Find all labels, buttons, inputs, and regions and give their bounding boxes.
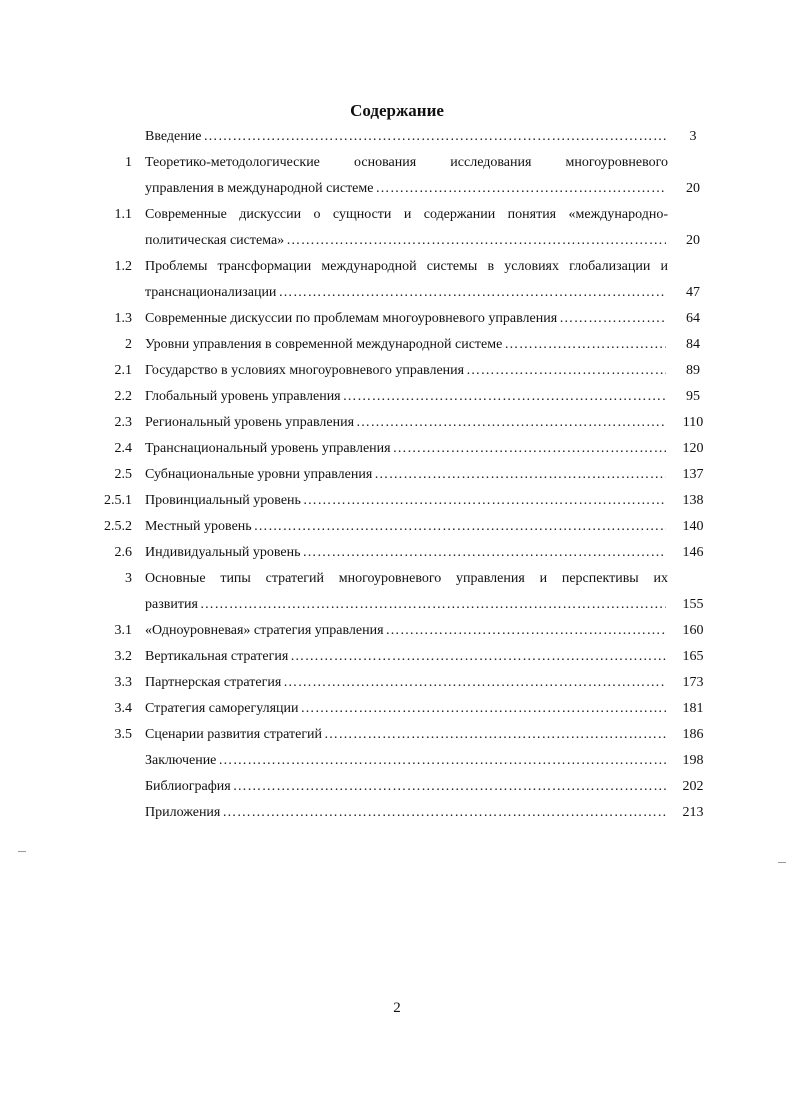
toc-entry[interactable]	[0, 774, 794, 800]
toc-entry[interactable]	[0, 150, 794, 202]
toc-entry-title-text: Партнерская стратегия	[145, 675, 282, 690]
toc-entry-page: 84	[686, 337, 700, 352]
toc-entry-page: 186	[682, 727, 704, 742]
toc-entry-title-line	[145, 384, 668, 410]
dot-leader	[374, 462, 666, 488]
toc-entry-title	[145, 124, 668, 150]
toc-entry-number: 3.1	[114, 623, 132, 638]
dot-leader	[290, 644, 666, 670]
toc-entry-title-text: Введение	[145, 129, 202, 144]
dot-leader	[286, 228, 666, 254]
toc-entry-page: 155	[682, 597, 704, 612]
toc-entry-page: 140	[682, 519, 704, 534]
toc-entry-title-text: Вертикальная стратегия	[145, 649, 289, 664]
toc-entry-title-text: Региональный уровень управления	[145, 415, 355, 430]
toc-entry-number: 2.5.1	[104, 493, 132, 508]
toc-entry-title	[145, 410, 668, 436]
toc-entry-title-text: Стратегия саморегуляции	[145, 701, 299, 716]
toc-entry-title	[145, 618, 668, 644]
toc-entry-title-line	[145, 800, 668, 826]
toc-entry[interactable]	[0, 410, 794, 436]
toc-entry-title-text: Современные дискуссии по проблемам многоуровневого управления	[145, 311, 558, 326]
toc-entry-title-text: транснационализации	[145, 285, 277, 300]
dot-leader	[393, 436, 666, 462]
toc-entry-title	[145, 358, 668, 384]
toc-entry-number: 1	[125, 155, 132, 170]
page-number: 2	[393, 1000, 401, 1016]
toc-entry-page: 120	[682, 441, 704, 456]
dot-leader	[466, 358, 666, 384]
toc-entry-title-line	[145, 670, 668, 696]
toc-entry-title	[145, 202, 668, 254]
toc-entry[interactable]	[0, 436, 794, 462]
toc-entry-number: 2.1	[114, 363, 132, 378]
toc-entry-page: 64	[686, 311, 700, 326]
toc-entry-title	[145, 774, 668, 800]
toc-entry-title	[145, 488, 668, 514]
table-of-contents	[0, 124, 794, 826]
toc-entry-title-text: развития	[145, 597, 198, 612]
toc-entry[interactable]	[0, 540, 794, 566]
toc-entry-number: 1.3	[114, 311, 132, 326]
toc-entry-title-line	[145, 124, 668, 150]
dot-leader	[324, 722, 666, 748]
toc-entry-title-line: Основные типы стратегий многоуровневого управления и перспективы их	[145, 571, 668, 586]
toc-entry-title-line: Проблемы трансформации международной системы в условиях глобализации и	[145, 259, 668, 274]
toc-entry-title-text: Провинциальный уровень	[145, 493, 301, 508]
dot-leader	[301, 696, 666, 722]
toc-entry-title	[145, 306, 668, 332]
dot-leader	[356, 410, 666, 436]
toc-entry-page: 198	[682, 753, 704, 768]
dot-leader	[222, 800, 666, 826]
toc-entry[interactable]	[0, 488, 794, 514]
toc-entry-page: 20	[686, 181, 700, 196]
toc-entry[interactable]	[0, 696, 794, 722]
toc-entry[interactable]	[0, 202, 794, 254]
toc-entry-title	[145, 800, 668, 826]
toc-entry-title-text: Библиография	[145, 779, 231, 794]
toc-entry-page: 110	[682, 415, 704, 430]
toc-entry-title-text: Приложения	[145, 805, 221, 820]
toc-entry-title	[145, 462, 668, 488]
dot-leader	[218, 748, 666, 774]
toc-entry-page: 89	[686, 363, 700, 378]
toc-entry-title-line	[145, 722, 668, 748]
dot-leader	[303, 488, 666, 514]
dot-leader	[200, 592, 666, 618]
toc-entry-title-line	[145, 306, 668, 332]
toc-entry-title	[145, 150, 668, 202]
toc-entry[interactable]	[0, 748, 794, 774]
toc-entry-title-line	[145, 462, 668, 488]
toc-entry-number: 2.3	[114, 415, 132, 430]
toc-entry-page: 160	[682, 623, 704, 638]
toc-entry-title-text: Местный уровень	[145, 519, 252, 534]
dot-leader	[504, 332, 666, 358]
toc-entry[interactable]	[0, 384, 794, 410]
toc-entry-title-text: Сценарии развития стратегий	[145, 727, 323, 742]
toc-entry-number: 2.2	[114, 389, 132, 404]
toc-entry-title-line	[145, 436, 668, 462]
toc-entry-title-line: Теоретико-методологические основания исследования многоуровневого	[145, 155, 668, 170]
toc-entry-title	[145, 670, 668, 696]
toc-entry-title	[145, 748, 668, 774]
toc-entry-number: 1.1	[114, 207, 132, 222]
toc-entry-title	[145, 566, 668, 618]
toc-entry-title-line: Современные дискуссии о сущности и содержании понятия «международно-	[145, 207, 668, 222]
toc-entry-number: 3.4	[114, 701, 132, 716]
toc-entry[interactable]	[0, 514, 794, 540]
toc-entry-title-line	[145, 176, 668, 202]
toc-entry-title-text: Глобальный уровень управления	[145, 389, 341, 404]
toc-entry-title-line	[145, 514, 668, 540]
toc-entry-title-line	[145, 618, 668, 644]
toc-entry-title	[145, 254, 668, 306]
toc-entry-title-line	[145, 332, 668, 358]
toc-entry-title-text: Государство в условиях многоуровневого управления	[145, 363, 465, 378]
toc-entry-title-line	[145, 410, 668, 436]
toc-entry-title	[145, 696, 668, 722]
toc-entry-page: 137	[682, 467, 704, 482]
toc-entry-title	[145, 644, 668, 670]
dot-leader	[343, 384, 666, 410]
toc-entry-title-line	[145, 540, 668, 566]
toc-entry-title-line	[145, 280, 668, 306]
toc-entry[interactable]	[0, 800, 794, 826]
toc-entry-title-text: Субнациональные уровни управления	[145, 467, 373, 482]
toc-entry-title-line	[145, 228, 668, 254]
toc-entry[interactable]	[0, 462, 794, 488]
toc-entry-title-line	[145, 592, 668, 618]
toc-entry[interactable]	[0, 670, 794, 696]
toc-entry[interactable]	[0, 254, 794, 306]
toc-entry-page: 181	[682, 701, 704, 716]
toc-entry-page: 213	[682, 805, 704, 820]
toc-entry-page: 20	[686, 233, 700, 248]
dot-leader	[278, 280, 666, 306]
toc-entry-number: 3.2	[114, 649, 132, 664]
dot-leader	[302, 540, 666, 566]
toc-entry-page: 95	[686, 389, 700, 404]
toc-entry-title-line	[145, 774, 668, 800]
toc-entry-title-line	[145, 358, 668, 384]
dot-leader	[203, 124, 666, 150]
toc-entry[interactable]	[0, 306, 794, 332]
toc-entry-title-text: Заключение	[145, 753, 217, 768]
toc-entry-page: 146	[682, 545, 704, 560]
dot-leader	[386, 618, 666, 644]
toc-entry[interactable]	[0, 618, 794, 644]
toc-entry-title-text: политическая система»	[145, 233, 285, 248]
toc-entry-number: 2	[125, 337, 132, 352]
toc-entry-number: 2.5	[114, 467, 132, 482]
toc-entry-page: 47	[686, 285, 700, 300]
toc-entry[interactable]	[0, 566, 794, 618]
toc-entry[interactable]	[0, 332, 794, 358]
dot-leader	[375, 176, 666, 202]
toc-entry-number: 1.2	[114, 259, 132, 274]
toc-entry-number: 2.4	[114, 441, 132, 456]
toc-entry[interactable]	[0, 358, 794, 384]
toc-entry-title-text: управления в международной системе	[145, 181, 374, 196]
toc-entry-title	[145, 384, 668, 410]
toc-entry-title-line	[145, 748, 668, 774]
toc-entry-title	[145, 436, 668, 462]
toc-entry-title	[145, 540, 668, 566]
toc-entry-title	[145, 332, 668, 358]
dot-leader	[559, 306, 666, 332]
toc-entry-number: 3.5	[114, 727, 132, 742]
scan-mark-left	[18, 851, 26, 852]
dot-leader	[254, 514, 666, 540]
dot-leader	[283, 670, 666, 696]
page-title: Содержание	[350, 101, 444, 120]
toc-entry-title	[145, 514, 668, 540]
toc-entry-title-text: Индивидуальный уровень	[145, 545, 301, 560]
toc-entry-title-text: «Одноуровневая» стратегия управления	[145, 623, 384, 638]
toc-entry-title	[145, 722, 668, 748]
toc-entry-title-line	[145, 488, 668, 514]
toc-entry[interactable]	[0, 124, 794, 150]
toc-entry-number: 3	[125, 571, 132, 586]
toc-entry-title-text: Транснациональный уровень управления	[145, 441, 391, 456]
toc-entry-number: 2.6	[114, 545, 132, 560]
toc-entry-page: 138	[682, 493, 704, 508]
toc-entry-number: 3.3	[114, 675, 132, 690]
toc-entry-page: 173	[682, 675, 704, 690]
toc-entry-title-text: Уровни управления в современной международной системе	[145, 337, 503, 352]
toc-entry-title-line	[145, 644, 668, 670]
toc-entry-page: 3	[689, 129, 697, 144]
toc-entry-number: 2.5.2	[104, 519, 132, 534]
scan-mark-right	[778, 862, 786, 863]
toc-entry-title-line	[145, 696, 668, 722]
dot-leader	[233, 774, 666, 800]
toc-entry[interactable]	[0, 644, 794, 670]
toc-entry-page: 202	[682, 779, 704, 794]
toc-entry[interactable]	[0, 722, 794, 748]
toc-entry-page: 165	[682, 649, 704, 664]
